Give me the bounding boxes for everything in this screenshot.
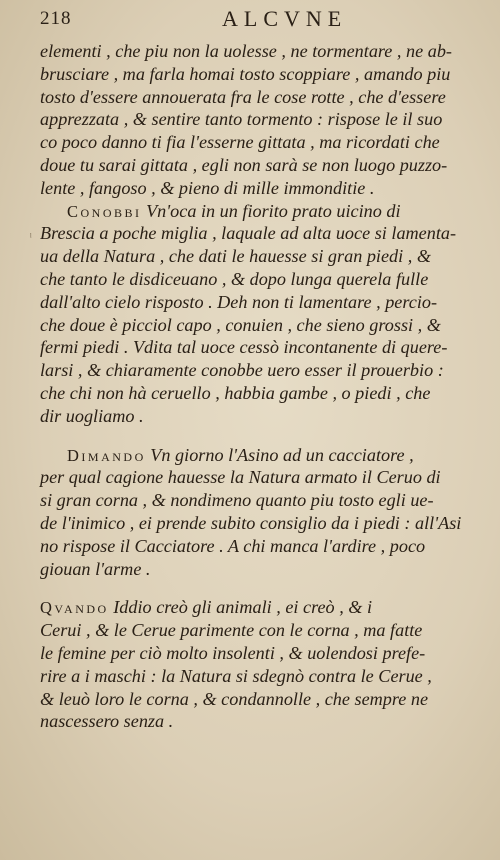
running-title: ALCVNE [222,6,348,31]
text-line: Cerui , & le Cerue parimente con le corna , ma fatte [40,620,423,641]
paragraph-first-line [40,596,470,619]
text-line: che doue è picciol capo , conuien , che sieno grossi , & [40,314,441,335]
text-line: che chi non hà ceruello , habbia gambe , o piedi , che [40,382,431,403]
text-line: larsi , & chiaramente conobbe uero esser il prouerbio : [40,360,444,381]
paragraph-first-line [40,444,470,467]
text-line: dir uogliamo . [40,405,144,426]
text-line: lente , fangoso , & pieno di mille immonditie . [40,177,375,198]
text-line: si gran corna , & nondimeno quanto piu tosto egli ue- [40,490,434,511]
text-line: tosto d'essere annouerata fra le cose rotte , che d'essere [40,86,446,107]
body-text [40,40,470,733]
lead-word: Conobbi [67,201,142,221]
margin-mark: ˡ [30,232,32,243]
text-line: giouan l'arme . [40,558,151,579]
text-line: per qual cagione hauesse la Natura armato il Ceruo di [40,467,441,488]
text-line: rire a i maschi : la Natura si sdegnò contra le Cerue , [40,665,432,686]
text-line: che tanto le disdiceuano , & dopo lunga querela fulle [40,268,429,289]
text-line: le femine per ciò molto insolenti , & uolendosi prefe- [40,642,426,663]
text-line: apprezzata , & sentire tanto tormento : rispose le il suo [40,109,443,130]
text-run: Iddio creò gli animali , ei creò , & i [108,597,373,618]
text-line: elementi , che piu non la uolesse , ne tormentare , ne ab- [40,41,452,61]
text-line: nascessero senza . [40,711,174,732]
text-line: co poco danno ti fia l'esserne gittata , ma ricordati che [40,132,440,153]
text-line: dall'alto cielo risposto . Deh non ti lamentare , percio- [40,291,438,312]
text-line: no rispose il Cacciatore . A chi manca l'ardire , poco [40,535,426,556]
lead-word: Qvando [40,598,109,618]
text-line: doue tu sarai gittata , egli non sarà se non luogo puzzo- [40,154,448,175]
paragraph-first-line [40,200,470,223]
page-number: 218 [40,8,72,29]
text-line: brusciare , ma farla homai tosto scoppiare , amando piu [40,63,451,84]
page-header [40,8,480,34]
text-run: Vn giorno l'Asino ad un cacciatore , [145,444,414,465]
text-line: & leuò loro le corna , & condannolle , che sempre ne [40,688,429,709]
text-line: fermi piedi . Vdita tal uoce cessò incontanente di quere- [40,337,448,358]
lead-word: Dimando [67,445,146,465]
text-line: ua della Natura , che dati le hauesse si gran piedi , & [40,246,431,267]
text-line: Brescia a poche miglia , laquale ad alta uoce si lamenta- [40,223,457,244]
text-line: de l'inimico , ei prende subito consiglio da i piedi : all'Asi [40,512,462,533]
text-run: Vn'oca in un fiorito prato uicino di [141,200,401,221]
